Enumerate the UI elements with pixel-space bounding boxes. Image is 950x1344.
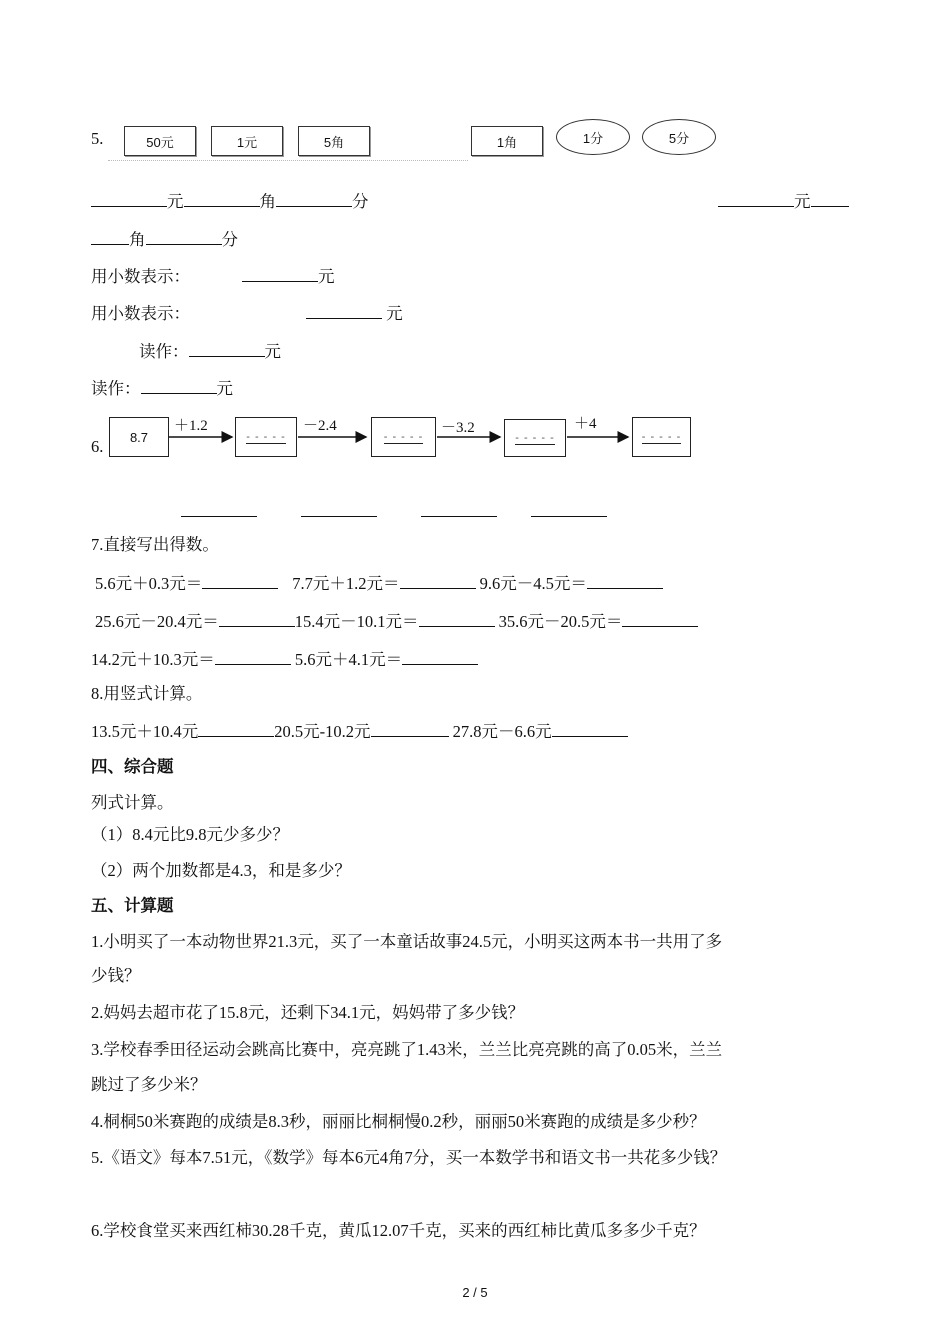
section-4-heading: 四、综合题 (91, 757, 174, 776)
q5-number: 5. (91, 129, 104, 148)
section-4-item-1: （1）8.4元比9.8元少多少？ (91, 825, 289, 844)
coin-1-fen: 1分 (556, 119, 630, 155)
problem-1-line-2: 少钱？ (91, 966, 141, 985)
q7-row-2: 25.6元－20.4元＝ 15.4元－10.1元＝ 35.6元－20.5元＝ (95, 610, 698, 632)
q6-box-2: - - - - - (371, 417, 436, 457)
money-50-yuan: 50元 (124, 126, 196, 156)
section-5-heading: 五、计算题 (91, 896, 174, 915)
q7-row-1: 5.6元＋0.3元＝ 7.7元＋1.2元＝ 9.6元－4.5元＝ (95, 572, 663, 594)
page-number: 2 / 5 (462, 1285, 488, 1300)
q5-read-line-2: 读作： 元 (91, 379, 233, 398)
q5-decimal-line-2: 用小数表示： 元 (91, 304, 403, 323)
q6-box-1: - - - - - (235, 417, 297, 457)
q6-op-4: ＋4 (574, 416, 597, 432)
problem-3-line-2: 跳过了多少米？ (91, 1075, 207, 1094)
coin-5-fen: 5分 (642, 119, 716, 155)
q5-answer-line-1: 元 角 分 (91, 190, 369, 212)
problem-4: 4.桐桐50米赛跑的成绩是8.3秒，丽丽比桐桐慢0.2秒，丽丽50米赛跑的成绩是多少秒？ (91, 1112, 706, 1131)
problem-6: 6.学校食堂买来西红柿30.28千克，黄瓜12.07千克，买来的西红柿比黄瓜多多少千克？ (91, 1221, 706, 1240)
section-4-item-2: （2）两个加数都是4.3，和是多少？ (91, 861, 351, 880)
q6-arrows (0, 0, 950, 480)
problem-1-line-1: 1.小明买了一本动物世界21.3元，买了一本童话故事24.5元，小明买这两本书一共用了多 (91, 932, 723, 951)
q8-title: 8.用竖式计算。 (91, 684, 203, 703)
q6-op-1: ＋1.2 (174, 418, 208, 434)
q5-answer-line-1-right: 元 (718, 190, 849, 212)
q7-title: 7.直接写出得数。 (91, 535, 219, 554)
money-1-jiao: 1角 (471, 126, 543, 156)
q6-start-box: 8.7 (109, 417, 169, 457)
problem-3-line-1: 3.学校春季田径运动会跳高比赛中，亮亮跳了1.43米，兰兰比亮亮跳的高了0.05米，兰兰 (91, 1040, 723, 1059)
section-4-intro: 列式计算。 (91, 793, 174, 812)
q6-op-2: －2.4 (303, 418, 337, 434)
q8-items: 13.5元＋10.4元 20.5元-10.2元 27.8元－6.6元 (91, 720, 628, 742)
q6-op-3: －3.2 (441, 420, 475, 436)
q5-decimal-line-1: 用小数表示： 元 (91, 267, 335, 286)
q5-answer-line-2: 角 分 (91, 228, 238, 250)
money-1-yuan: 1元 (211, 126, 283, 156)
q6-number: 6. (91, 437, 104, 456)
q5-read-line-1: 读作： 元 (139, 342, 281, 361)
problem-5: 5.《语文》每本7.51元，《数学》每本6元4角7分，买一本数学书和语文书一共花多少钱？ (91, 1148, 727, 1167)
money-5-jiao: 5角 (298, 126, 370, 156)
q7-row-3: 14.2元＋10.3元＝ 5.6元＋4.1元＝ (91, 648, 478, 670)
q6-answer-blanks (181, 500, 607, 522)
q6-box-3: - - - - - (504, 419, 566, 457)
q6-box-4: - - - - - (632, 417, 691, 457)
problem-2: 2.妈妈去超市花了15.8元，还剩下34.1元，妈妈带了多少钱？ (91, 1003, 525, 1022)
